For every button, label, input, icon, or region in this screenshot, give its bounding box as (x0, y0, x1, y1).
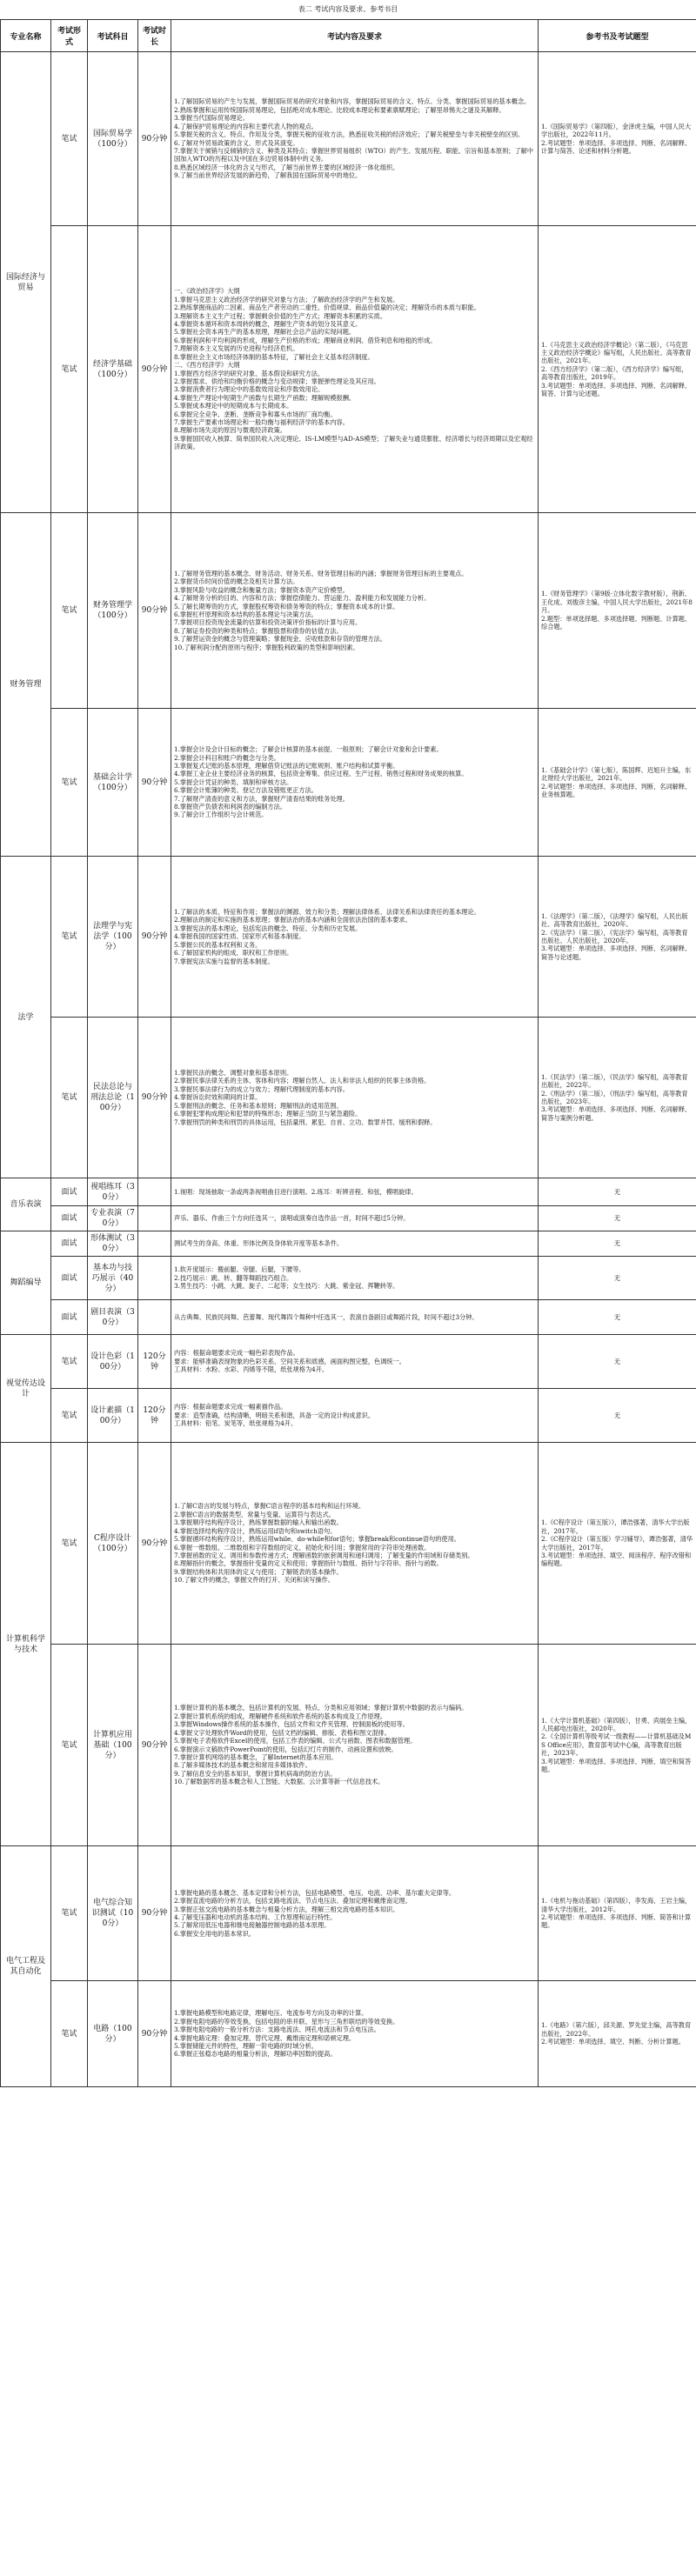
content-line: 6.掌握一维数组、二维数组和字符数组的定义、初始化和引用；掌握常用的字符串处理函数。 (174, 1543, 431, 1552)
content-line: 6.掌握安全用电的基本常识。 (174, 1929, 256, 1938)
content-line: 5.掌握成本理论中的短期成本与长期成本。 (174, 402, 293, 410)
table-body (1, 52, 696, 2087)
content-line: 4.了解变压器和电动机的基本结构、工作原理和运行特性。 (174, 1913, 337, 1921)
content-line: 1.了解国际贸易的产生与发展，掌握国际贸易的研究对象和内容，掌握国际贸易的含义、特点、分类、掌握国际贸易的基本概念。 (174, 97, 531, 106)
exam-content-cell (171, 52, 539, 226)
table-row (1, 1645, 696, 1846)
content-line: 1.掌握民法的概念、调整对象和基本原则。 (174, 1069, 293, 1078)
major-name-cell: 财务管理 (1, 513, 51, 857)
reference-cell (539, 1443, 696, 1645)
reference-line: 1.《民法学》（第二版），《民法学》编写组，高等教育出版社，2022年。 (541, 1072, 688, 1090)
header-major: 专业名称 (1, 20, 51, 52)
content-line: 9.掌握结构体和共用体的定义与使用；了解链表的基本操作。 (174, 1567, 343, 1576)
content-line: 7.掌握刑罚的种类和刑罚的具体运用，包括量刑、累犯、自首、立功、数罪并罚、缓刑和假释。 (174, 1118, 437, 1126)
header-refs: 参考书及考试题型 (539, 20, 696, 52)
table-row (1, 1300, 696, 1335)
content-line: 8.熟悉区域经济一体化的含义与形式，了解当前世界主要的区域经济一体化组织。 (174, 163, 399, 171)
content-line: 3.掌握风险与收益的概念和衡量方法；掌握资本资产定价模型。 (174, 585, 349, 594)
major-name-cell: 舞蹈编导 (1, 1231, 51, 1335)
reference-line: 1.《国际贸易学》（第四版），金泽虎主编，中国人民大学出版社，2022年11月。 (541, 122, 692, 139)
header-subject: 考试科目 (88, 20, 138, 52)
content-line: 4.掌握工业企业主要经济业务的核算，包括资金筹集、供应过程、生产过程、销售过程和财务成果的核算。 (174, 770, 468, 778)
content-line: 2.掌握民事法律关系的主体、客体和内容；理解自然人、法人和非法人组织的民事主体资格。 (174, 1077, 431, 1085)
content-line: 9.掌握国民收入核算、简单国民收入决定理论、IS-LM模型与AD-AS模型；了解失业与通货膨胀、经济增长与经济周期以及宏观经济政策。 (174, 434, 533, 451)
reference-line: 3.考试题型：单项选择、多项选择、判断、名词解释、简答与案例分析题。 (541, 1105, 692, 1122)
content-line: 3.掌握消费者行为理论中的基数效用论和序数效用论。 (174, 385, 325, 394)
exam-form-cell: 笔试 (51, 1846, 88, 1981)
major-name-cell: 计算机科学与技术 (1, 1443, 51, 1846)
reference-line: 无 (613, 1214, 621, 1223)
exam-subject-cell: 基础会计学（100分） (88, 709, 138, 857)
content-line: 6.掌握完全竞争、垄断、垄断竞争和寡头市场的厂商均衡。 (174, 410, 337, 418)
content-line: 2.掌握直流电路的分析方法，包括支路电流法、节点电压法、叠加定理和戴维南定理。 (174, 1897, 412, 1905)
content-line: 5.了解长期筹资的方式，掌握股权筹资和债务筹资的特点；掌握资本成本的计算。 (174, 602, 399, 611)
reference-cell (539, 709, 696, 857)
exam-form-cell: 面试 (51, 1300, 88, 1335)
content-line: 1.掌握计算机的基本概念，包括计算机的发展、特点、分类和应用领域；掌握计算机中数据的表示与编码。 (174, 1704, 468, 1712)
reference-cell (539, 1300, 696, 1335)
exam-duration-cell: 90分钟 (138, 52, 171, 226)
content-line: 2.掌握C语言的数据类型、常量与变量、运算符与表达式。 (174, 1510, 335, 1518)
reference-line: 1.《电路》（第六版），邱关源、罗先觉主编，高等教育出版社，2022年。 (541, 2021, 692, 2038)
reference-line: 无 (613, 1239, 621, 1248)
exam-duration-cell (138, 1300, 171, 1335)
table-row (1, 1018, 696, 1178)
reference-cell (539, 513, 696, 709)
table-row (1, 1443, 696, 1645)
table-header-row (1, 20, 696, 52)
content-line: 2.掌握会计科目和账户的概念与分类。 (174, 753, 280, 762)
content-line: 2.技巧展示：跳、转、翻等舞蹈技巧组合。 (174, 1273, 293, 1282)
reference-line: 1.《财务管理学》（第9版·立体化数字教材版），荆新、王化成、刘俊彦主编，中国人民大学出版社，2021年8月。 (541, 590, 693, 615)
content-line: 9.了解会计工作组织与会计规范。 (174, 811, 268, 819)
reference-line: 1.《C程序设计（第五版）》，谭浩强著，清华大学出版社，2017年。 (541, 1518, 690, 1535)
content-line: 测试考生的身高、体重、形体比例及身体软开度等基本条件。 (174, 1239, 344, 1248)
exam-duration-cell: 90分钟 (138, 709, 171, 857)
exam-subject-cell: 专业表演（70分） (88, 1206, 138, 1231)
exam-content-cell (171, 1389, 539, 1443)
exam-form-cell: 面试 (51, 1257, 88, 1300)
content-line: 1.掌握会计及会计目标的概念；了解会计核算的基本前提、一般原则；了解会计对象和会计要素。 (174, 745, 443, 754)
content-line: 2.理解法的制定和实施的基本原理；掌握法治的基本内涵和全面依法治国的基本要求。 (174, 916, 412, 924)
table-row (1, 1231, 696, 1257)
content-line: 6.掌握演示文稿软件PowerPoint的使用，包括幻灯片的制作、动画设置和放映。 (174, 1745, 398, 1753)
content-line: 3.理解资本主义生产过程；掌握剩余价值的生产方式；理解资本积累的实质。 (174, 311, 387, 320)
exam-duration-cell: 120分钟 (138, 1335, 171, 1389)
exam-subject-cell: 民法总论与刑法总论（100分） (88, 1018, 138, 1178)
exam-duration-cell (138, 1178, 171, 1206)
reference-line: 无 (613, 1357, 621, 1365)
exam-subject-cell: 财务管理学（100分） (88, 513, 138, 709)
exam-content-cell (171, 1645, 539, 1846)
table-row (1, 857, 696, 1018)
exam-subject-cell: 剧目表演（30分） (88, 1300, 138, 1335)
table-row (1, 1206, 696, 1231)
reference-line: 2.考试题型：单项选择、多项选择、判断、简答和计算题。 (541, 1913, 692, 1930)
table-row (1, 226, 696, 513)
content-line: 6.了解对外贸易政策的含义、形式及其演变。 (174, 138, 299, 147)
exam-content-cell (171, 226, 539, 513)
reference-line: 2.《西方经济学》（第二版），《西方经济学》编写组，高等教育出版社，2019年。 (541, 364, 688, 382)
table-row (1, 513, 696, 709)
exam-subject-cell: 设计素描（100分） (88, 1389, 138, 1443)
content-line: 5.了解常用低压电器和继电接触器控制电路的基本原理。 (174, 1921, 331, 1930)
major-name-cell: 电气工程及其自动化 (1, 1846, 51, 2087)
table-row (1, 1178, 696, 1206)
content-line: 2.掌握计算机系统的组成，理解硬件系统和软件系统的基本构成及工作原理。 (174, 1712, 387, 1720)
exam-form-cell: 笔试 (51, 1645, 88, 1846)
exam-subject-cell: 视唱练耳（30分） (88, 1178, 138, 1206)
exam-form-cell: 笔试 (51, 709, 88, 857)
content-line: 7.了解财产清查的意义和方法，掌握财产清查结果的账务处理。 (174, 794, 349, 803)
exam-content-cell (171, 857, 539, 1018)
content-line: 5.掌握会计凭证的种类、填制和审核方法。 (174, 777, 293, 786)
header-content: 考试内容及要求 (171, 20, 539, 52)
header-form: 考试形式 (51, 20, 88, 52)
content-line: 要求：造型准确，结构清晰，明暗关系和谐，具备一定的设计构成意识。 (174, 1411, 375, 1419)
reference-line: 无 (613, 1312, 621, 1321)
content-line: 3.掌握电阻电路的一般分析方法：支路电流法、网孔电流法和节点电压法。 (174, 2025, 380, 2034)
exam-subject-cell: 计算机应用基础（100分） (88, 1645, 138, 1846)
reference-cell (539, 1846, 696, 1981)
content-line: 内容：根据命题要求完成一幅素描作品。 (174, 1403, 287, 1411)
content-line: 3.掌握正弦交流电路的基本概念与相量分析方法，理解三相交流电路的基本知识。 (174, 1905, 399, 1913)
reference-line: 2.考试题型：单项选择、多项选择、判断、名词解释、业务核算题。 (541, 782, 692, 798)
exam-form-cell: 面试 (51, 1206, 88, 1231)
content-line: 6.了解国家机构的组成、职权和工作原则。 (174, 949, 293, 958)
content-line: 1.了解财务管理的基本概念、财务活动、财务关系、财务管理目标的内涵；掌握财务管理目标的主要观点。 (174, 569, 468, 577)
exam-duration-cell: 90分钟 (138, 1443, 171, 1645)
content-line: 8.掌握社会主义市场经济体制的基本特征，了解社会主义基本经济制度。 (174, 352, 374, 361)
reference-line: 1.《基础会计学》（第七版），陈国辉、迟旭升主编，东北财经大学出版社，2021年。 (541, 765, 692, 783)
content-line: 8.了解证券投资的种类和特点；掌握股票和债券的估值方法。 (174, 626, 343, 635)
exam-duration-cell (138, 1231, 171, 1257)
content-line: 4.了解财务分析的目的、内容和方法；掌握偿债能力、营运能力、盈利能力和发展能力分析。 (174, 594, 431, 603)
reference-line: 无 (613, 1273, 621, 1282)
content-line: 3.男生技巧：小跳、大跳、旋子、二起等；女生技巧：大跳、紫金冠、挥鞭转等。 (174, 1282, 399, 1291)
content-line: 5.掌握电子表格软件Excel的使用，包括工作表的编辑、公式与函数、图表和数据管理。 (174, 1737, 417, 1745)
content-line: 要求：能够准确表现物象的色彩关系、空间关系和质感，画面构图完整，色调统一。 (174, 1357, 405, 1365)
exam-subject-cell: 电路（100分） (88, 1981, 138, 2087)
exam-content-cell (171, 1846, 539, 1981)
content-line: 4.掌握我国的国家性质、国家形式和基本制度。 (174, 932, 305, 941)
exam-duration-cell: 120分钟 (138, 1389, 171, 1443)
exam-duration-cell (138, 1206, 171, 1231)
table-caption: 表二 考试内容及要求、参考书目 (298, 5, 398, 13)
exam-content-cell (171, 1257, 539, 1300)
content-line: 1.掌握西方经济学的研究对象、基本假设和研究方法。 (174, 369, 325, 377)
exam-subject-cell: 法理学与宪法学（100分） (88, 857, 138, 1018)
content-line: 4.掌握文字处理软件Word的使用，包括文档的编辑、排版、表格和图文混排。 (174, 1728, 391, 1737)
reference-line: 1.《大学计算机基础》（第四版），甘勇、尚展垒主编，人民邮电出版社，2020年。 (541, 1716, 692, 1732)
content-line: 1.掌握马克思主义政治经济学的研究对象与方法；了解政治经济学的产生和发展。 (174, 295, 399, 304)
exam-form-cell: 笔试 (51, 1389, 88, 1443)
content-line: 6.掌握正弦稳态电路的相量分析法，理解功率因数的提高。 (174, 2050, 337, 2059)
content-line: 4.掌握生产理论中短期生产函数与长期生产函数；理解规模报酬。 (174, 393, 356, 402)
content-line: 7.理解资本主义发展的历史进程与经济危机。 (174, 344, 299, 353)
content-line: 4.了解保护贸易理论的内容和主要代表人物的观点。 (174, 122, 318, 130)
reference-line: 1.《电机与拖动基础》（第四版），李发海、王岩主编，清华大学出版社，2012年。 (541, 1897, 692, 1913)
exam-form-cell: 笔试 (51, 1335, 88, 1389)
exam-form-cell: 面试 (51, 1231, 88, 1257)
content-line: 7.掌握关于倾销与反倾销的含义、种类及其特点；掌握世界贸易组织（WTO）的产生、发展历程、职能、宗旨和基本原则；了解中国加入WTO的历程以及中国在多边贸易体制中的义务。 (174, 146, 534, 164)
content-line: 7.掌握生产要素市场理论和一般均衡与福利经济学的基本内容。 (174, 417, 349, 426)
content-line: 2.熟练掌握商品的二因素、商品生产者劳动的二重性、价值规律、商品价值量的决定；理解货币的本质与职能。 (174, 304, 480, 312)
exam-form-cell: 笔试 (51, 857, 88, 1018)
reference-cell (539, 226, 696, 513)
content-line: 1.软开度展示：搬前腿、旁腿、后腿，下腰等。 (174, 1265, 305, 1274)
content-line: 3.掌握复式记账的基本原理，理解借贷记账法的记账规则、账户结构和试算平衡。 (174, 761, 399, 770)
reference-cell (539, 857, 696, 1018)
content-line: 7.掌握计算机网络的基本概念，了解Internet的基本应用。 (174, 1752, 338, 1761)
content-line: 6.掌握会计账簿的种类、登记方法及错账更正方法。 (174, 786, 318, 795)
major-name-cell: 音乐表演 (1, 1178, 51, 1231)
table-row (1, 709, 696, 857)
content-line: 10.了解利润分配的原则与程序；掌握股利政策的类型和影响因素。 (174, 643, 359, 651)
content-line: 2.掌握需求、供给和均衡价格的概念与变动规律；掌握弹性理论及其应用。 (174, 377, 380, 385)
exam-duration-cell: 90分钟 (138, 857, 171, 1018)
content-line: 4.掌握选择结构程序设计，熟练运用if语句和switch语句。 (174, 1526, 337, 1535)
exam-subject-cell: C程序设计（100分） (88, 1443, 138, 1645)
exam-subject-cell: 经济学基础（100分） (88, 226, 138, 513)
content-line: 5.掌握公民的基本权利和义务。 (174, 940, 262, 949)
exam-content-cell (171, 1981, 539, 2087)
reference-line: 3.考试题型：单项选择、填空、阅读程序、程序改错和编程题。 (541, 1551, 692, 1568)
exam-duration-cell: 90分钟 (138, 226, 171, 513)
content-line: 8.理解市场失灵的原因与微观经济政策。 (174, 426, 287, 435)
reference-line: 2.《宪法学》（第二版），《宪法学》编写组，高等教育出版社、人民出版社，2020年。 (541, 928, 688, 944)
content-line: 6.掌握利润和平均利润的形成，理解生产价格的形成；理解商业利润、借贷利息和地租的形成。 (174, 336, 437, 344)
exam-form-cell: 笔试 (51, 226, 88, 513)
content-line: 5.掌握循环结构程序设计，熟练运用while、do-while和for语句；掌握break和continue语句的使用。 (174, 1535, 460, 1544)
content-line: 4.掌握诉讼时效和期间的计算。 (174, 1093, 262, 1102)
content-line: 5.掌握刑法的概念、任务和基本原则；理解刑法的适用范围。 (174, 1101, 343, 1110)
exam-duration-cell: 90分钟 (138, 513, 171, 709)
reference-line: 3.考试题型：单项选择、多项选择、判断、名词解释、简答与论述题。 (541, 944, 692, 961)
exam-content-cell (171, 1018, 539, 1178)
content-line: 1.了解C语言的发展与特点，掌握C语言程序的基本结构和运行环境。 (174, 1502, 365, 1511)
major-name-cell: 法学 (1, 857, 51, 1178)
content-line: 2.掌握电阻电路的等效变换，包括电阻的串并联、星形与三角形联结的等效变换。 (174, 2017, 399, 2025)
content-line: 1.视唱：现场抽取一条或两条视唱曲目进行演唱。2.练耳：听辨音程、和弦，模唱旋律。 (174, 1187, 418, 1196)
table-row (1, 1389, 696, 1443)
content-line: 5.掌握储能元件的特性，理解一阶电路的时域分析。 (174, 2041, 318, 2050)
content-line: 8.理解指针的概念，掌握指针变量的定义和使用；掌握指针与数组、指针与字符串、指针与函数。 (174, 1559, 443, 1568)
content-line: 3.掌握宪法的基本理论，包括宪法的概念、特征、分类和历史发展。 (174, 924, 362, 932)
exam-content-cell (171, 1206, 539, 1231)
reference-cell (539, 1335, 696, 1389)
exam-form-cell: 面试 (51, 1178, 88, 1206)
reference-cell (539, 1018, 696, 1178)
exam-form-cell: 笔试 (51, 52, 88, 226)
content-line: 工具材料：铅笔、炭笔等，纸张规格为4开。 (174, 1419, 298, 1428)
exam-form-cell: 笔试 (51, 1018, 88, 1178)
reference-line: 2.考试题型：单项选择、多项选择、判断、名词解释、计算与简答、论述和材料分析题。 (541, 138, 692, 155)
content-line: 2.熟练掌握和运用传统国际贸易理论，包括绝对成本理论、比较成本理论和要素禀赋理论；了解里昂惕夫之谜及其解释。 (174, 105, 505, 114)
reference-line: 2.考试题型：单项选择、填空、判断、分析计算题。 (541, 2038, 685, 2046)
content-line: 6.掌握杠杆原理和资本结构的基本理论与决策方法。 (174, 611, 318, 618)
content-line: 1.了解法的本质、特征和作用；掌握法的渊源、效力和分类；理解法律体系、法律关系和法律责任的基本理论。 (174, 908, 480, 917)
content-line: 3.掌握当代国际贸易理论。 (174, 114, 249, 123)
reference-line: 无 (613, 1187, 621, 1196)
content-line: 声乐、器乐、作曲三个方向任选其一，演唱或演奏自选作品一首，时间不超过5分钟。 (174, 1214, 410, 1223)
content-line: 7.掌握项目投资现金流量的估算和投资决策评价指标的计算与应用。 (174, 618, 362, 627)
reference-line: 2.《全国计算机等级考试一级教程——计算机基础及MS Office应用》，教育部考试中心编，高等教育出版社，2023年。 (541, 1732, 692, 1758)
exam-form-cell: 笔试 (51, 513, 88, 709)
exam-duration-cell: 90分钟 (138, 1645, 171, 1846)
reference-cell (539, 1231, 696, 1257)
reference-cell (539, 1206, 696, 1231)
header-duration: 考试时长 (138, 20, 171, 52)
exam-form-cell: 笔试 (51, 1981, 88, 2087)
reference-cell (539, 1257, 696, 1300)
exam-content-cell (171, 513, 539, 709)
content-line: 2.掌握货币时间价值的概念及相关计算方法。 (174, 577, 299, 586)
table-row (1, 1335, 696, 1389)
reference-cell (539, 1981, 696, 2087)
exam-content-cell (171, 1231, 539, 1257)
reference-line: 无 (613, 1411, 621, 1419)
exam-subject-cell: 国际贸易学（100分） (88, 52, 138, 226)
exam-duration-cell: 90分钟 (138, 1981, 171, 2087)
reference-cell (539, 1178, 696, 1206)
table-row (1, 52, 696, 226)
exam-duration-cell: 90分钟 (138, 1846, 171, 1981)
content-line: 4.掌握资本循环和资本周转的概念，理解生产资本的划分及其意义。 (174, 320, 362, 329)
content-line: 10.了解文件的概念，掌握文件的打开、关闭和读写操作。 (174, 1576, 334, 1585)
content-line: 3.掌握Windows操作系统的基本操作，包括文件和文件夹管理、控制面板的使用等。 (174, 1720, 409, 1729)
major-name-cell: 视觉传达设计 (1, 1335, 51, 1443)
content-line: 5.掌握社会资本再生产的基本原理，理解社会总产品的实现问题。 (174, 328, 356, 337)
content-line: 10.了解数据库的基本概念和人工智能、大数据、云计算等新一代信息技术。 (174, 1778, 385, 1786)
reference-cell (539, 52, 696, 226)
exam-content-cell (171, 1443, 539, 1645)
content-line: 从古典舞、民族民间舞、芭蕾舞、现代舞四个舞种中任选其一，表演自备剧目或舞蹈片段，时间不超过3分钟。 (174, 1312, 478, 1321)
content-line: 工具材料：水粉、水彩、丙烯等不限，纸张规格为4开。 (174, 1365, 329, 1374)
exam-duration-cell (138, 1257, 171, 1300)
content-line: 1.掌握电路的基本概念、基本定律和分析方法，包括电路模型、电压、电流、功率、基尔霍夫定律等。 (174, 1888, 456, 1897)
reference-line: 2.题型：单项选择题、多项选择题、判断题、计算题、综合题。 (541, 614, 692, 631)
reference-line: 2.《C程序设计（第五版）学习辅导》，谭浩强著，清华大学出版社，2017年。 (541, 1535, 693, 1552)
content-line: 9.了解信息安全的基本知识，掌握计算机病毒的防治方法。 (174, 1769, 337, 1778)
exam-content-cell (171, 1300, 539, 1335)
reference-line: 1.《马克思主义政治经济学概论》（第二版），《马克思主义政治经济学概论》编写组，人民出版社、高等教育出版社，2021年。 (541, 340, 692, 365)
content-line: 8.掌握资产负债表和利润表的编制方法。 (174, 803, 287, 811)
content-line: 3.掌握民事法律行为的成立与效力；理解代理制度的基本内容。 (174, 1084, 349, 1093)
reference-line: 1.《法理学》（第二版），《法理学》编写组，人民出版社、高等教育出版社，2020年。 (541, 911, 688, 929)
content-line: 9.了解当前世界经济发展的新趋势，了解我国在国际贸易中的地位。 (174, 171, 362, 180)
exam-subject-cell: 电气综合知识测试（100分） (88, 1846, 138, 1981)
reference-cell (539, 1389, 696, 1443)
table-row (1, 1257, 696, 1300)
content-line: 7.掌握函数的定义、调用和参数传递方式；理解函数的嵌套调用和递归调用；了解变量的作用域和存储类别。 (174, 1551, 474, 1559)
content-line: 6.掌握犯罪构成理论和犯罪的特殊形态；理解正当防卫与紧急避险。 (174, 1110, 362, 1118)
content-line: 1.掌握电路模型和电路定律，理解电压、电流参考方向及功率的计算。 (174, 2009, 368, 2018)
reference-line: 3.考试题型：单项选择、多项选择、判断、名词解释、简答、计算与论述题。 (541, 381, 692, 398)
exam-form-cell: 笔试 (51, 1443, 88, 1645)
exam-subject-cell: 形体测试（30分） (88, 1231, 138, 1257)
table-row (1, 1846, 696, 1981)
content-line: 8.了解多媒体技术的基本概念和常用多媒体软件。 (174, 1761, 311, 1770)
major-name-cell: 国际经济与贸易 (1, 52, 51, 513)
exam-subject-cell: 基本功与技巧展示（40分） (88, 1257, 138, 1300)
content-line: 3.掌握顺序结构程序设计，熟练掌握数据的输入和输出函数。 (174, 1518, 343, 1527)
content-line: 4.掌握电路定理：叠加定理、替代定理、戴维南定理和诺顿定理。 (174, 2033, 356, 2042)
content-line: 7.掌握宪法实施与监督的基本制度。 (174, 957, 274, 965)
table-row (1, 1981, 696, 2087)
reference-cell (539, 1645, 696, 1846)
content-line: 二、《西方经济学》大纲 (174, 361, 240, 370)
exam-duration-cell: 90分钟 (138, 1018, 171, 1178)
exam-content-cell (171, 1335, 539, 1389)
exam-subject-cell: 设计色彩（100分） (88, 1335, 138, 1389)
exam-content-cell (171, 1178, 539, 1206)
reference-line: 2.《刑法学》（第二版），《刑法学》编写组，高等教育出版社，2023年。 (541, 1089, 688, 1105)
exam-table (0, 19, 696, 2087)
content-line: 内容：根据命题要求完成一幅色彩表现作品。 (174, 1349, 299, 1358)
content-line: 5.掌握关税的含义、特点、作用及分类，掌握关税的征收方法，熟悉征收关税的经济效应；了解关税壁垒与非关税壁垒的区别。 (174, 130, 525, 139)
exam-content-cell (171, 709, 539, 857)
reference-line: 3.考试题型：单项选择、多项选择、判断、填空和简答题。 (541, 1757, 692, 1774)
content-line: 一、《政治经济学》大纲 (174, 287, 240, 296)
content-line: 9.了解营运资金的概念与管理策略；掌握现金、应收账款和存货的管理方法。 (174, 635, 387, 644)
